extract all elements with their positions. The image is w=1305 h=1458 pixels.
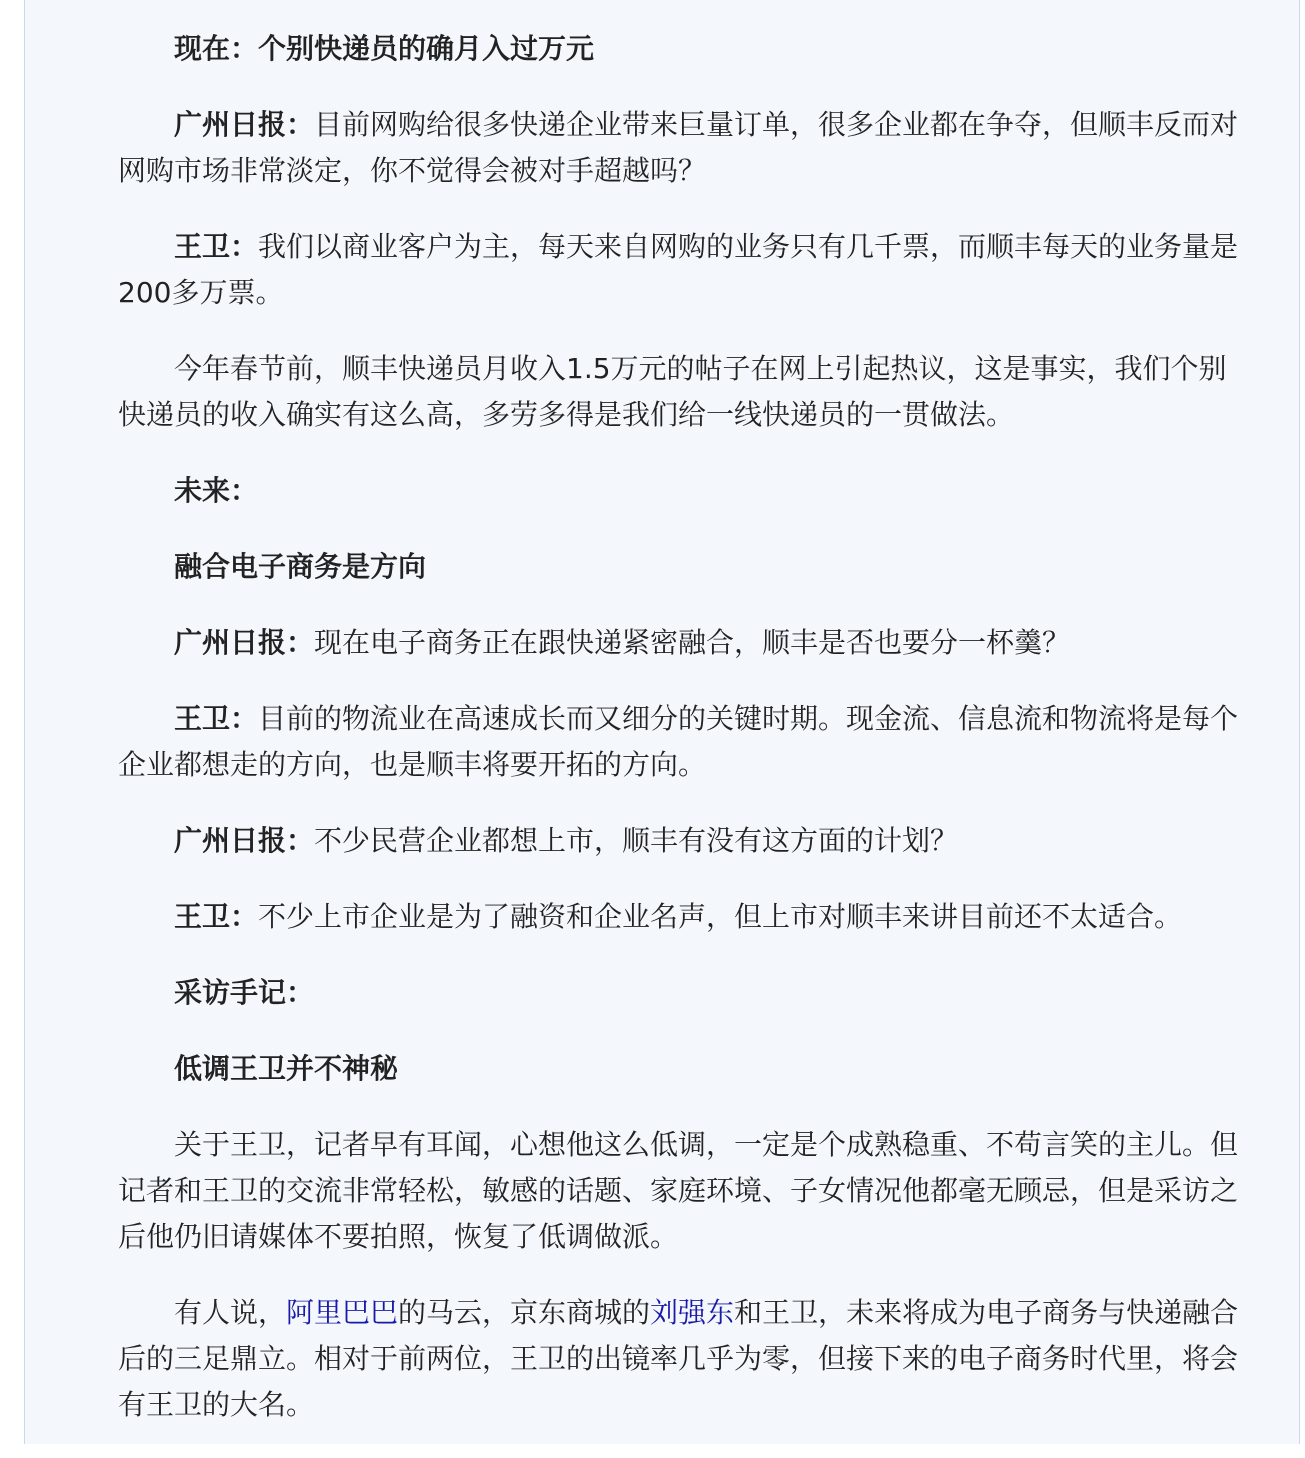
link-alibaba[interactable]: 阿里巴巴 xyxy=(286,1296,399,1329)
speaker-label: 广州日报： xyxy=(174,824,315,857)
paragraph-text: 目前的物流业在高速成长而又细分的关键时期。现金流、信息流和物流将是每个企业都想走的方向，也是顺丰将要开拓的方向。 xyxy=(118,702,1239,781)
paragraph: 今年春节前，顺丰快递员月收入1.5万元的帖子在网上引起热议，这是事实，我们个别快递员的收入确实有这么高，多劳多得是我们给一线快递员的一贯做法。 xyxy=(118,352,1227,431)
qa-paragraph xyxy=(118,620,1253,666)
speaker-label: 王卫： xyxy=(174,702,259,735)
paragraph-text: 目前网购给很多快递企业带来巨量订单，很多企业都在争夺，但顺丰反而对网购市场非常淡定，你不觉得会被对手超越吗？ xyxy=(118,108,1239,187)
paragraph xyxy=(118,1290,1253,1428)
paragraph-text: 有人说， xyxy=(174,1296,287,1329)
paragraph-text: 现在电子商务正在跟快递紧密融合，顺丰是否也要分一杯羹？ xyxy=(314,626,1071,659)
section-heading-notes: 采访手记： xyxy=(174,976,315,1009)
qa-paragraph xyxy=(118,224,1253,316)
article-panel xyxy=(24,0,1300,1444)
link-liu-qiangdong[interactable]: 刘强东 xyxy=(650,1296,735,1329)
speaker-label: 广州日报： xyxy=(174,626,315,659)
article-body xyxy=(118,26,1253,1458)
qa-paragraph xyxy=(118,818,1253,864)
qa-paragraph xyxy=(118,696,1253,788)
paragraph-text: 我们以商业客户为主，每天来自网购的业务只有几千票，而顺丰每天的业务量是200多万票。 xyxy=(118,230,1239,309)
speaker-label: 王卫： xyxy=(174,230,259,263)
section-subheading: 低调王卫并不神秘 xyxy=(174,1052,399,1085)
paragraph: 关于王卫，记者早有耳闻，心想他这么低调，一定是个成熟稳重、不苟言笑的主儿。但记者和王卫的交流非常轻松，敏感的话题、家庭环境、子女情况他都毫无顾忌，但是采访之后他仍旧请媒体不要拍照，恢复了低调做派。 xyxy=(118,1128,1239,1253)
paragraph-text: 不少上市企业是为了融资和企业名声，但上市对顺丰来讲目前还不太适合。 xyxy=(258,900,1183,933)
qa-paragraph xyxy=(118,102,1253,194)
paragraph-text: 不少民营企业都想上市，顺丰有没有这方面的计划？ xyxy=(314,824,959,857)
paragraph-text: 的马云，京东商城的 xyxy=(398,1296,651,1329)
qa-paragraph xyxy=(118,894,1253,940)
speaker-label: 广州日报： xyxy=(174,108,315,141)
speaker-label: 王卫： xyxy=(174,900,259,933)
section-heading-future: 未来： xyxy=(174,474,259,507)
paragraph-text: 和王卫，未来将成为电子商务与快递融合后的三足鼎立。相对于前两位，王卫的出镜率几乎为零，但接下来的电子商务时代里，将会有王卫的大名。 xyxy=(118,1296,1239,1421)
section-heading-now: 现在：个别快递员的确月入过万元 xyxy=(174,32,595,65)
section-subheading: 融合电子商务是方向 xyxy=(174,550,427,583)
